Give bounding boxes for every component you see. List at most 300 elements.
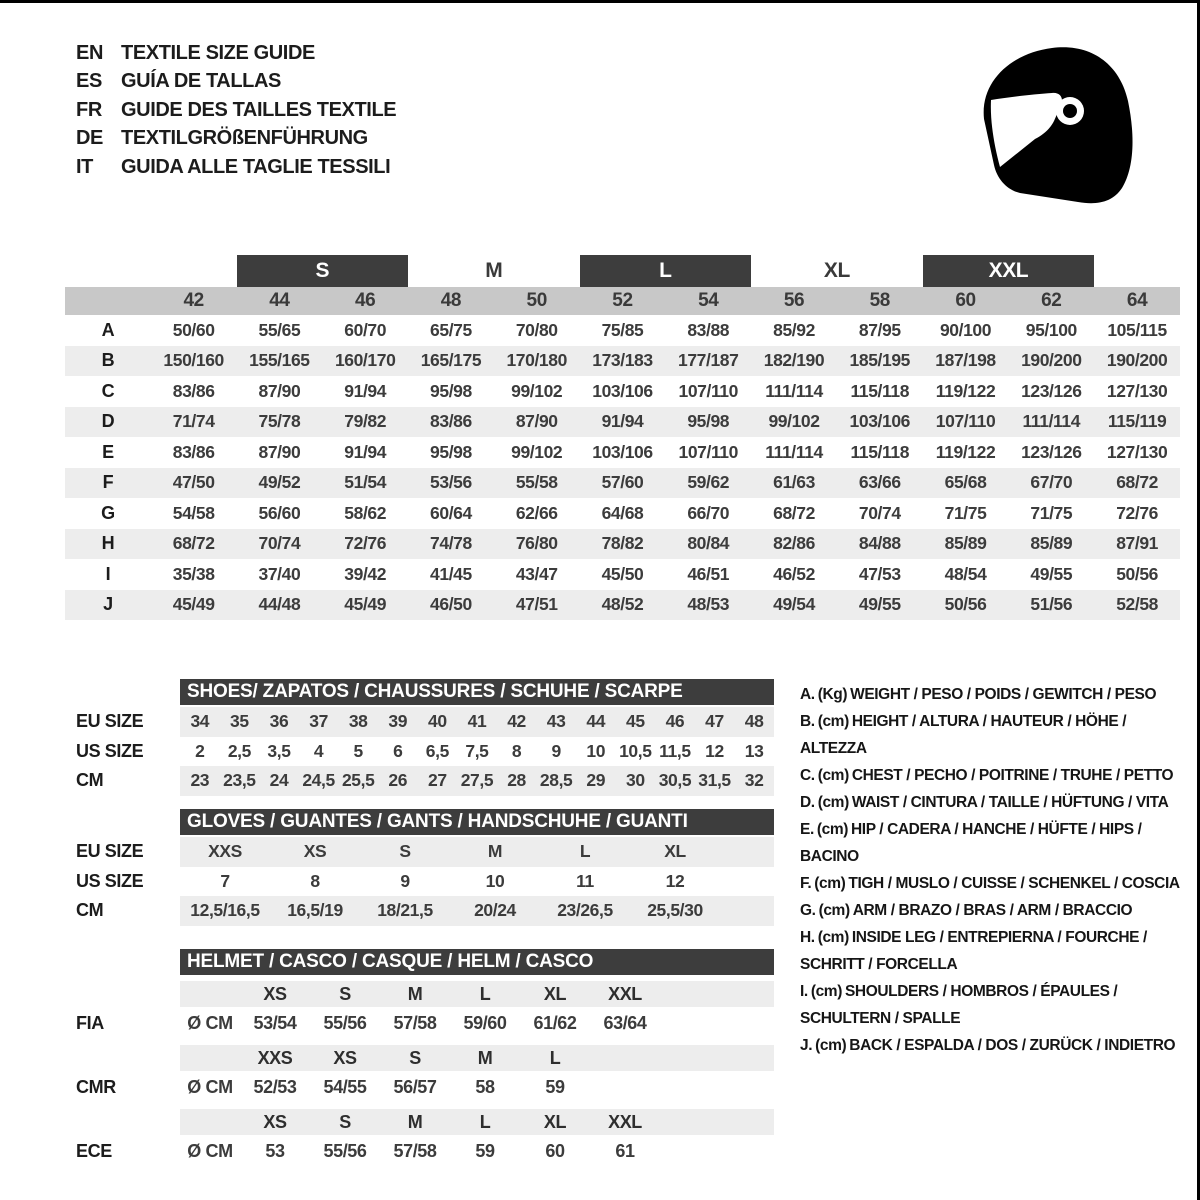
size-cell: 39 xyxy=(388,711,408,732)
size-value-cell: 95/98 xyxy=(430,380,472,401)
helmet-value-cell: 57/58 xyxy=(393,1140,437,1161)
helmet-value-cell: 59/60 xyxy=(463,1012,507,1033)
helmet-value-cell: 54/55 xyxy=(323,1076,367,1097)
size-cell: 38 xyxy=(348,711,368,732)
size-value-cell: 119/122 xyxy=(935,441,996,462)
size-row-cells xyxy=(180,737,774,767)
size-cell: XS xyxy=(303,841,327,862)
language-code: DE xyxy=(76,127,103,150)
legend-item xyxy=(800,762,1192,789)
legend-key: B. xyxy=(800,713,815,730)
size-value-cell: 99/102 xyxy=(751,407,837,438)
numeric-size-row xyxy=(65,287,1180,315)
size-row xyxy=(76,867,776,897)
helmet-cert-label: FIA xyxy=(76,1012,104,1033)
legend-key: D. xyxy=(800,794,815,811)
size-cell: 2,5 xyxy=(227,740,251,761)
size-cell: 43 xyxy=(546,711,566,732)
row-letter: J xyxy=(65,590,151,621)
size-value-cell: 62/66 xyxy=(515,502,558,523)
size-value-cell: 190/200 xyxy=(1094,346,1180,377)
size-value-cell: 150/160 xyxy=(151,346,237,377)
helmet-size-cell: XL xyxy=(543,1111,567,1132)
size-row xyxy=(76,837,776,867)
row-letter: C xyxy=(101,380,115,401)
size-cell: 42 xyxy=(507,711,526,732)
helmet-cert-label: ECE xyxy=(76,1140,112,1161)
size-value-cell: 60/70 xyxy=(344,319,387,340)
size-row-label: CM xyxy=(76,900,104,921)
size-row xyxy=(76,766,776,796)
size-band-spacer xyxy=(1094,255,1180,287)
row-letter: I xyxy=(105,563,111,584)
size-value-cell: 70/74 xyxy=(237,529,323,560)
size-value-cell: 115/119 xyxy=(1094,407,1180,438)
helmet-value-cells xyxy=(180,1135,774,1167)
size-cell: 46 xyxy=(665,711,685,732)
legend-item xyxy=(800,978,1192,1032)
legend-text: TIGH / MUSLO / CUISSE / SCHENKEL / COSCIA xyxy=(848,875,1180,892)
measure-row-h xyxy=(65,529,1180,560)
size-value-cell: 79/82 xyxy=(322,407,408,438)
size-value-cell: 50/56 xyxy=(1116,563,1158,584)
measure-row-a xyxy=(65,315,1180,346)
size-cell: 27,5 xyxy=(460,770,494,791)
size-value-cell: 119/122 xyxy=(935,380,996,401)
size-value-cell: 75/78 xyxy=(237,407,323,438)
helmet-value-cells xyxy=(180,1007,774,1039)
size-value-cell: 103/106 xyxy=(592,380,653,401)
legend-key: C. xyxy=(800,767,815,784)
size-row-label: US SIZE xyxy=(76,870,144,891)
size-cell: XL xyxy=(664,841,686,862)
size-value-cell: 123/126 xyxy=(1021,380,1082,401)
legend-text: HEIGHT / ALTURA / HAUTEUR / HÖHE / ALTEZZA xyxy=(800,713,1127,757)
row-letter: G xyxy=(101,502,115,523)
helmet-size-cell: XS xyxy=(263,1111,287,1132)
size-value-cell: 70/80 xyxy=(515,319,558,340)
size-value-cell: 87/91 xyxy=(1094,529,1180,560)
legend-unit: (cm) xyxy=(815,1037,847,1054)
legend-item xyxy=(800,897,1192,924)
legend-unit: (cm) xyxy=(818,902,850,919)
legend-unit: (cm) xyxy=(817,713,849,730)
size-value-cell: 91/94 xyxy=(344,441,387,462)
helmet-value-cell: 61/62 xyxy=(533,1012,577,1033)
size-band-xxl: XXL xyxy=(923,255,1095,287)
size-value-cell: 45/49 xyxy=(322,590,408,621)
language-row xyxy=(76,96,396,125)
size-value-cell: 160/170 xyxy=(322,346,408,377)
size-cell: 27 xyxy=(428,770,447,791)
helmet-value-cell: 53/54 xyxy=(253,1012,297,1033)
size-value-cell: 115/118 xyxy=(850,441,910,462)
language-code: ES xyxy=(76,70,102,93)
size-value-cell: 52/58 xyxy=(1094,590,1180,621)
size-cell: 4 xyxy=(313,740,324,761)
size-value-cell: 71/75 xyxy=(944,502,987,523)
size-cell: 30,5 xyxy=(658,770,692,791)
title-spacer xyxy=(76,809,180,835)
helmet-size-header-cells xyxy=(180,981,774,1007)
size-cell: 28 xyxy=(507,770,526,791)
helmet-size-cell: XXS xyxy=(257,1047,293,1068)
size-value-cell: 72/76 xyxy=(1116,502,1158,523)
shoes-section xyxy=(76,679,776,796)
size-value-cell: 107/110 xyxy=(678,441,738,462)
helmet-value-cell: 55/56 xyxy=(323,1140,367,1161)
size-value-cell: 55/58 xyxy=(494,468,580,499)
size-value-cell: 95/100 xyxy=(1025,319,1077,340)
size-value-cell: 105/115 xyxy=(1107,319,1167,340)
size-value-cell: 83/86 xyxy=(408,407,494,438)
size-cell: 29 xyxy=(586,770,606,791)
size-value-cell: 61/63 xyxy=(751,468,837,499)
legend-text: INSIDE LEG / ENTREPIERNA / FOURCHE / SCHRITT / FORCELLA xyxy=(800,929,1147,973)
size-value-cell: 127/130 xyxy=(1106,380,1168,401)
helmet-value-cell: 56/57 xyxy=(393,1076,437,1097)
legend-unit: (cm) xyxy=(814,875,846,892)
legend-text: HIP / CADERA / HANCHE / HÜFTE / HIPS / BACINO xyxy=(800,821,1142,865)
size-cell: 37 xyxy=(309,711,328,732)
row-letter: A xyxy=(101,319,115,340)
helmet-value-row xyxy=(76,1007,776,1039)
size-value-cell: 107/110 xyxy=(678,380,738,401)
size-value-cell: 37/40 xyxy=(258,563,301,584)
size-value-cell: 72/76 xyxy=(322,529,408,560)
helmet-size-cell: L xyxy=(549,1047,561,1068)
size-value-cell: 182/190 xyxy=(751,346,837,377)
size-value-cell: 63/66 xyxy=(837,468,923,499)
size-row-cells xyxy=(180,707,774,737)
size-value-cell: 58/62 xyxy=(344,502,387,523)
legend-text: BACK / ESPALDA / DOS / ZURÜCK / INDIETRO xyxy=(849,1037,1176,1054)
row-letter: B xyxy=(65,346,151,377)
size-value-cell: 48/54 xyxy=(944,563,987,584)
helmet-size-header-cells xyxy=(180,1045,774,1071)
size-cell: 24 xyxy=(269,770,289,791)
size-value-cell: 103/106 xyxy=(837,407,923,438)
legend-text: WAIST / CINTURA / TAILLE / HÜFTUNG / VITA xyxy=(851,794,1169,811)
size-value-cell: 165/175 xyxy=(408,346,494,377)
size-cell: 5 xyxy=(353,740,363,761)
size-row xyxy=(76,737,776,767)
size-value-cell: 87/90 xyxy=(258,380,301,401)
legend-text: CHEST / PECHO / POITRINE / TRUHE / PETTO xyxy=(851,767,1174,784)
size-cell: 44 xyxy=(586,711,606,732)
numeric-size-cell: 64 xyxy=(1094,287,1180,315)
size-value-cell: 65/75 xyxy=(430,319,472,340)
size-cell: 8 xyxy=(310,870,320,891)
language-title: GUÍA DE TALLAS xyxy=(121,70,281,93)
size-value-cell: 48/52 xyxy=(580,590,666,621)
size-value-cell: 46/50 xyxy=(408,590,494,621)
measure-row-e xyxy=(65,437,1180,468)
size-value-cell: 95/98 xyxy=(665,407,751,438)
measure-legend xyxy=(800,681,1192,1059)
numeric-size-cell: 60 xyxy=(923,287,1009,315)
size-value-cell: 68/72 xyxy=(1094,468,1180,499)
language-title: TEXTILE SIZE GUIDE xyxy=(121,41,315,64)
size-value-cell: 51/56 xyxy=(1008,590,1094,621)
size-value-cell: 56/60 xyxy=(258,502,301,523)
size-cell: 12 xyxy=(665,870,685,891)
size-value-cell: 87/95 xyxy=(858,319,901,340)
size-cell: M xyxy=(487,841,503,862)
size-value-cell: 78/82 xyxy=(580,529,666,560)
helmet-size-header-cells xyxy=(180,1109,774,1135)
size-cell: 24,5 xyxy=(302,770,335,791)
legend-item xyxy=(800,870,1192,897)
legend-item xyxy=(800,924,1192,978)
size-value-cell: 41/45 xyxy=(430,563,472,584)
size-value-cell: 185/195 xyxy=(837,346,923,377)
size-cell: 23,5 xyxy=(223,770,256,791)
helmet-size-cell: XS xyxy=(263,983,287,1004)
size-cell: 48 xyxy=(744,711,764,732)
size-band-xl: XL xyxy=(823,259,850,282)
size-value-cell: 70/74 xyxy=(858,502,901,523)
size-row xyxy=(76,896,776,926)
language-code: EN xyxy=(76,41,103,64)
size-cell: 8 xyxy=(511,740,522,761)
row-letter: E xyxy=(102,441,114,462)
size-value-cell: 65/68 xyxy=(923,468,1009,499)
helmet-value-cells xyxy=(180,1071,774,1103)
size-cell: 32 xyxy=(744,770,764,791)
language-row xyxy=(76,68,396,97)
size-value-cell: 47/53 xyxy=(858,563,901,584)
legend-item xyxy=(800,1032,1192,1059)
cert-label-spacer xyxy=(76,1109,180,1135)
size-cell: 16,5/19 xyxy=(287,900,343,921)
legend-item xyxy=(800,708,1192,762)
helmet-size-header-row xyxy=(76,981,776,1007)
gloves-section xyxy=(76,809,776,926)
numeric-size-cell: 58 xyxy=(837,287,923,315)
size-cell: 25,5/30 xyxy=(647,900,703,921)
size-cell: 10,5 xyxy=(619,740,652,761)
size-value-cell: 46/52 xyxy=(773,563,815,584)
size-value-cell: 173/183 xyxy=(580,346,666,377)
cert-label-spacer xyxy=(76,1045,180,1071)
size-cell: 35 xyxy=(230,711,249,732)
size-value-cell: 127/130 xyxy=(1106,441,1168,462)
size-cell: 12 xyxy=(705,740,724,761)
main-size-table xyxy=(65,255,1180,620)
row-letter: D xyxy=(65,407,151,438)
size-band-spacer xyxy=(65,255,237,287)
size-cell: 2 xyxy=(195,740,205,761)
size-value-cell: 59/62 xyxy=(665,468,751,499)
legend-item xyxy=(800,789,1192,816)
size-row-cells xyxy=(180,867,774,897)
size-value-cell: 75/85 xyxy=(601,319,644,340)
measure-row-b xyxy=(65,346,1180,377)
size-value-cell: 47/51 xyxy=(494,590,580,621)
size-value-cell: 50/56 xyxy=(923,590,1009,621)
legend-key: J. xyxy=(800,1037,813,1054)
legend-text: SHOULDERS / HOMBROS / ÉPAULES / SCHULTERN / SPALLE xyxy=(800,983,1118,1027)
size-row-label: EU SIZE xyxy=(76,711,144,732)
size-value-cell: 48/53 xyxy=(665,590,751,621)
racing-helmet-icon xyxy=(980,45,1135,215)
legend-unit: (cm) xyxy=(817,794,849,811)
numeric-size-cell: 46 xyxy=(322,287,408,315)
size-cell: 47 xyxy=(705,711,724,732)
helmet-size-header-row xyxy=(76,1045,776,1071)
size-value-cell: 115/118 xyxy=(850,380,910,401)
legend-key: I. xyxy=(800,983,808,1000)
numeric-size-cell: 62 xyxy=(1008,287,1094,315)
size-value-cell: 83/86 xyxy=(172,380,215,401)
size-cell: 31,5 xyxy=(698,770,731,791)
size-cell: 11 xyxy=(576,870,594,891)
helmet-value-row xyxy=(76,1071,776,1103)
legend-key: A. xyxy=(800,686,815,703)
numeric-size-cell: 44 xyxy=(237,287,323,315)
size-value-cell: 49/55 xyxy=(1030,563,1073,584)
row-letter: H xyxy=(65,529,151,560)
size-value-cell: 85/92 xyxy=(773,319,815,340)
diameter-unit-label: Ø CM xyxy=(187,1076,233,1097)
helmet-size-cell: S xyxy=(339,983,351,1004)
title-spacer xyxy=(76,949,180,975)
size-row-cells xyxy=(180,766,774,796)
helmet-value-cell: 63/64 xyxy=(603,1012,647,1033)
helmet-value-cell: 61 xyxy=(615,1140,635,1161)
helmet-size-cell: S xyxy=(339,1111,351,1132)
size-value-cell: 111/114 xyxy=(765,380,823,401)
gloves-title-bar: GLOVES / GUANTES / GANTS / HANDSCHUHE / GUANTI xyxy=(180,809,774,835)
size-value-cell: 123/126 xyxy=(1021,441,1082,462)
size-value-cell: 76/80 xyxy=(494,529,580,560)
legend-key: G. xyxy=(800,902,816,919)
size-value-cell: 44/48 xyxy=(237,590,323,621)
legend-key: H. xyxy=(800,929,815,946)
legend-text: WEIGHT / PESO / POIDS / GEWITCH / PESO xyxy=(850,686,1157,703)
measure-row-d xyxy=(65,407,1180,438)
size-cell: 9 xyxy=(551,740,561,761)
helmet-title-bar: HELMET / CASCO / CASQUE / HELM / CASCO xyxy=(180,949,774,975)
legend-unit: (cm) xyxy=(817,767,849,784)
language-code: IT xyxy=(76,155,93,178)
legend-text: ARM / BRAZO / BRAS / ARM / BRACCIO xyxy=(852,902,1133,919)
size-band-l: L xyxy=(580,255,752,287)
helmet-size-cell: M xyxy=(407,1111,423,1132)
size-value-cell: 49/55 xyxy=(837,590,923,621)
size-cell: 20/24 xyxy=(474,900,516,921)
size-value-cell: 82/86 xyxy=(751,529,837,560)
size-value-cell: 87/90 xyxy=(258,441,301,462)
size-value-cell: 53/56 xyxy=(408,468,494,499)
size-value-cell: 90/100 xyxy=(939,319,992,340)
numeric-size-cell: 52 xyxy=(580,287,666,315)
size-value-cell: 95/98 xyxy=(430,441,472,462)
size-row-label: CM xyxy=(76,770,104,791)
size-cell: 7,5 xyxy=(465,740,489,761)
size-value-cell: 54/58 xyxy=(172,502,215,523)
size-band-row xyxy=(65,255,1180,287)
size-cell: 12,5/16,5 xyxy=(190,900,260,921)
size-cell: 9 xyxy=(400,870,410,891)
size-value-cell: 111/114 xyxy=(765,441,823,462)
helmet-size-cell: S xyxy=(409,1047,421,1068)
size-row-cells xyxy=(180,896,774,926)
cert-label-spacer xyxy=(76,981,180,1007)
language-row xyxy=(76,125,396,154)
size-value-cell: 87/90 xyxy=(494,407,580,438)
legend-unit: (Kg) xyxy=(817,686,848,703)
size-value-cell: 68/72 xyxy=(773,502,815,523)
size-cell: XXS xyxy=(208,841,242,862)
size-value-cell: 74/78 xyxy=(408,529,494,560)
helmet-size-cell: M xyxy=(477,1047,493,1068)
size-value-cell: 80/84 xyxy=(665,529,751,560)
helmet-size-header-row xyxy=(76,1109,776,1135)
measure-row-i xyxy=(65,559,1180,590)
size-value-cell: 107/110 xyxy=(923,407,1009,438)
numeric-size-cell: 54 xyxy=(665,287,751,315)
size-row-cells xyxy=(180,837,774,867)
numeric-size-cell: 56 xyxy=(751,287,837,315)
measure-row-j xyxy=(65,590,1180,621)
language-row xyxy=(76,153,396,182)
size-value-cell: 67/70 xyxy=(1008,468,1094,499)
row-letter: F xyxy=(65,468,151,499)
title-spacer xyxy=(76,679,180,705)
size-cell: 6 xyxy=(393,740,403,761)
helmet-size-cell: XXL xyxy=(608,983,642,1004)
legend-unit: (cm) xyxy=(810,983,842,1000)
size-value-cell: 177/187 xyxy=(665,346,751,377)
shoes-title-bar: SHOES/ ZAPATOS / CHAUSSURES / SCHUHE / SCARPE xyxy=(180,679,774,705)
language-code: FR xyxy=(76,98,102,121)
language-legend xyxy=(76,39,396,182)
size-cell: S xyxy=(399,841,411,862)
size-cell: 41 xyxy=(467,711,487,732)
size-value-cell: 49/52 xyxy=(237,468,323,499)
legend-key: F. xyxy=(800,875,812,892)
size-value-cell: 99/102 xyxy=(511,441,563,462)
size-value-cell: 99/102 xyxy=(511,380,563,401)
size-value-cell: 170/180 xyxy=(494,346,580,377)
size-value-cell: 49/54 xyxy=(751,590,837,621)
helmet-value-cell: 60 xyxy=(545,1140,565,1161)
size-value-cell: 111/114 xyxy=(1008,407,1094,438)
size-cell: 25,5 xyxy=(341,770,375,791)
legend-unit: (cm) xyxy=(817,929,849,946)
size-value-cell: 55/65 xyxy=(258,319,301,340)
size-value-cell: 50/60 xyxy=(172,319,215,340)
size-value-cell: 35/38 xyxy=(172,563,215,584)
size-value-cell: 155/165 xyxy=(237,346,323,377)
size-row-label: US SIZE xyxy=(76,740,144,761)
size-value-cell: 71/74 xyxy=(151,407,237,438)
size-band-m: M xyxy=(485,259,503,282)
helmet-value-cell: 53 xyxy=(265,1140,285,1161)
diameter-unit-label: Ø CM xyxy=(187,1012,233,1033)
helmet-value-cell: 57/58 xyxy=(393,1012,437,1033)
legend-item xyxy=(800,681,1192,708)
size-value-cell: 84/88 xyxy=(837,529,923,560)
size-value-cell: 85/89 xyxy=(923,529,1009,560)
size-value-cell: 66/70 xyxy=(687,502,730,523)
size-value-cell: 45/49 xyxy=(151,590,237,621)
helmet-value-cell: 52/53 xyxy=(253,1076,297,1097)
size-cell: 23/26,5 xyxy=(557,900,613,921)
numeric-size-cell: 48 xyxy=(408,287,494,315)
